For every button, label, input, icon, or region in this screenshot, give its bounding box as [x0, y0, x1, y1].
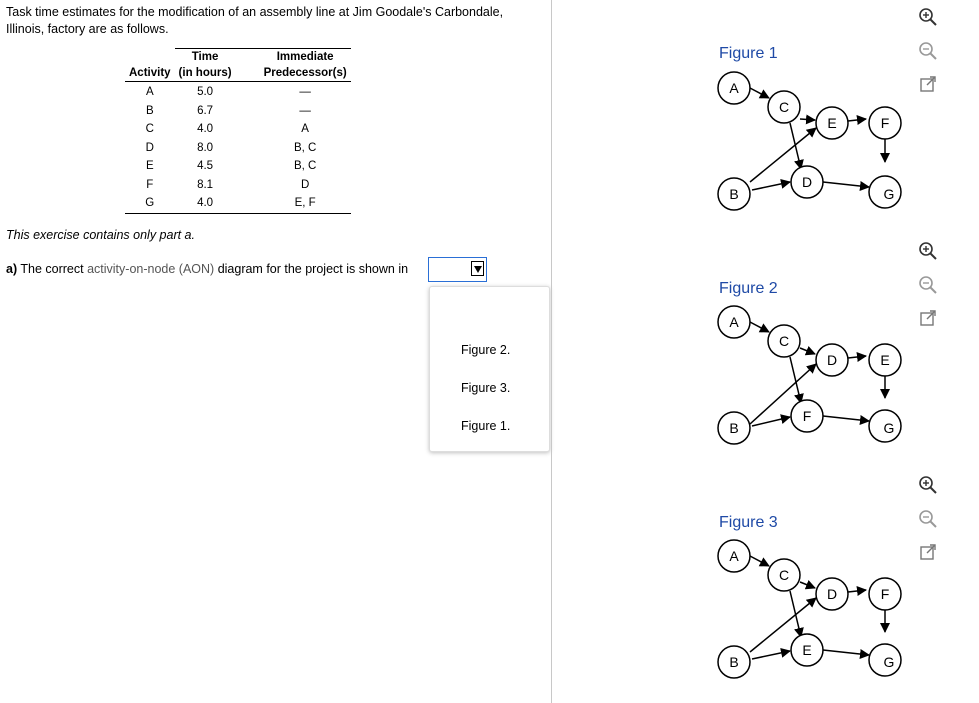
- edge-a-c: [750, 322, 769, 332]
- svg-text:B: B: [729, 186, 739, 202]
- edge-b-d: [752, 182, 790, 190]
- task-table: [125, 48, 351, 214]
- glossary-term-link[interactable]: activity-on-node (AON): [87, 262, 215, 276]
- header-time-bottom: (in hours): [175, 65, 236, 82]
- cell-activity: F: [146, 178, 154, 191]
- node-a: [718, 306, 750, 338]
- node-c: [768, 325, 800, 357]
- table-row: [125, 157, 351, 176]
- header-time-top: Time: [175, 49, 236, 66]
- edge-a-c: [750, 88, 769, 98]
- open-external-icon[interactable]: [917, 542, 939, 564]
- svg-text:E: E: [827, 115, 837, 131]
- cell-time: 5.0: [197, 86, 214, 98]
- header-pred-top: Immediate: [236, 49, 351, 66]
- open-external-icon[interactable]: [917, 308, 939, 330]
- table-row: [125, 82, 351, 102]
- svg-text:G: G: [883, 420, 895, 436]
- figure-1-title: Figure 1: [719, 45, 778, 62]
- edge-a-c: [750, 556, 769, 566]
- node-e: [791, 634, 823, 666]
- figure-3-title: Figure 3: [719, 514, 778, 531]
- question-lead: The correct: [20, 262, 84, 276]
- svg-text:D: D: [801, 174, 813, 190]
- cell-pred: B, C: [293, 160, 317, 172]
- svg-text:E: E: [802, 642, 812, 658]
- dropdown-option-figure-1[interactable]: Figure 1.: [461, 419, 511, 433]
- table-row: [125, 102, 351, 121]
- cell-activity: C: [145, 123, 154, 135]
- svg-text:C: C: [778, 333, 790, 349]
- cell-time: 4.0: [175, 194, 236, 213]
- pane-divider: [551, 0, 552, 703]
- node-f: [791, 400, 823, 432]
- node-a: [718, 72, 750, 104]
- node-g: [869, 410, 901, 442]
- edge-d-g: [823, 182, 869, 187]
- intro-text: Task time estimates for the modification of an assembly line at Jim Goodale's Carbondale, Illinois, factory are as follows.: [6, 5, 504, 36]
- node-d: [791, 166, 823, 198]
- zoom-in-icon[interactable]: [917, 474, 939, 496]
- zoom-out-icon[interactable]: [917, 40, 939, 62]
- svg-text:D: D: [826, 586, 838, 602]
- cell-activity: G: [125, 194, 175, 213]
- edge-f-g: [823, 416, 869, 421]
- node-c: [768, 91, 800, 123]
- node-g: [869, 644, 901, 676]
- table-row: [125, 176, 351, 195]
- edge-e-f: [848, 119, 866, 121]
- cell-activity: A: [145, 86, 154, 98]
- cell-time: 4.0: [197, 123, 214, 135]
- table-row: [125, 194, 351, 213]
- zoom-in-icon[interactable]: [917, 6, 939, 28]
- figure-2-diagram: [700, 296, 910, 446]
- node-f: [869, 107, 901, 139]
- answer-select[interactable]: [428, 257, 487, 282]
- edge-b-f: [752, 417, 790, 426]
- table-row: [125, 139, 351, 158]
- svg-text:B: B: [729, 654, 739, 670]
- cell-activity: B: [145, 104, 154, 117]
- dropdown-arrow-icon[interactable]: [471, 261, 484, 276]
- figure-1-toolbar: [917, 6, 941, 96]
- edge-d-e: [848, 356, 866, 358]
- zoom-out-icon[interactable]: [917, 274, 939, 296]
- cell-pred: —: [299, 104, 311, 117]
- edge-c-d: [800, 348, 815, 354]
- cell-activity: D: [145, 141, 154, 154]
- edge-d-f: [848, 590, 866, 592]
- dropdown-option-figure-2[interactable]: Figure 2.: [461, 343, 511, 357]
- table-row: [125, 120, 351, 139]
- svg-text:C: C: [778, 99, 790, 115]
- edge-c-d: [800, 582, 815, 588]
- question-prefix: a): [6, 262, 18, 276]
- question-text: [6, 262, 408, 276]
- node-e: [869, 344, 901, 376]
- question-suffix: diagram for the project is shown in: [217, 262, 409, 276]
- cell-activity: E: [145, 160, 154, 172]
- dropdown-option-figure-3[interactable]: Figure 3.: [461, 381, 511, 395]
- figure-1-diagram: [700, 62, 910, 212]
- svg-text:F: F: [880, 115, 890, 131]
- node-f: [869, 578, 901, 610]
- cell-pred: D: [300, 178, 310, 191]
- zoom-in-icon[interactable]: [917, 240, 939, 262]
- node-d: [816, 344, 848, 376]
- svg-text:G: G: [883, 186, 895, 202]
- cell-time: 4.5: [197, 160, 214, 172]
- node-b: [718, 178, 750, 210]
- node-d: [816, 578, 848, 610]
- cell-pred: —: [299, 86, 311, 98]
- node-c: [768, 559, 800, 591]
- svg-text:C: C: [778, 567, 790, 583]
- node-b: [718, 412, 750, 444]
- node-e: [816, 107, 848, 139]
- figure-2-toolbar: [917, 240, 941, 330]
- cell-time: 8.0: [197, 141, 214, 154]
- cell-pred: E, F: [236, 194, 351, 213]
- cell-time: 8.1: [197, 178, 214, 191]
- cell-pred: B, C: [293, 141, 317, 154]
- edge-c-d: [790, 123, 801, 169]
- node-a: [718, 540, 750, 572]
- header-activity: Activity: [125, 49, 175, 82]
- edge-b-e: [752, 651, 790, 659]
- figure-2-title: Figure 2: [719, 280, 778, 297]
- header-pred-bottom: Predecessor(s): [236, 65, 351, 82]
- figure-3-diagram: [700, 530, 910, 680]
- svg-text:A: A: [729, 314, 739, 330]
- svg-text:F: F: [880, 586, 890, 602]
- svg-text:A: A: [729, 80, 739, 96]
- open-external-icon[interactable]: [917, 74, 939, 96]
- svg-text:E: E: [880, 352, 890, 368]
- node-g: [869, 176, 901, 208]
- svg-text:D: D: [826, 352, 838, 368]
- zoom-out-icon[interactable]: [917, 508, 939, 530]
- edge-e-g: [823, 650, 869, 655]
- svg-text:A: A: [729, 548, 739, 564]
- dropdown-menu: [429, 286, 550, 452]
- edge-c-e: [800, 119, 815, 120]
- figure-3-toolbar: [917, 474, 941, 564]
- cell-time: 6.7: [197, 104, 214, 117]
- cell-pred: A: [301, 123, 309, 135]
- node-b: [718, 646, 750, 678]
- part-note: This exercise contains only part a.: [6, 228, 195, 242]
- svg-text:F: F: [802, 408, 812, 424]
- svg-text:B: B: [729, 420, 739, 436]
- svg-text:G: G: [883, 654, 895, 670]
